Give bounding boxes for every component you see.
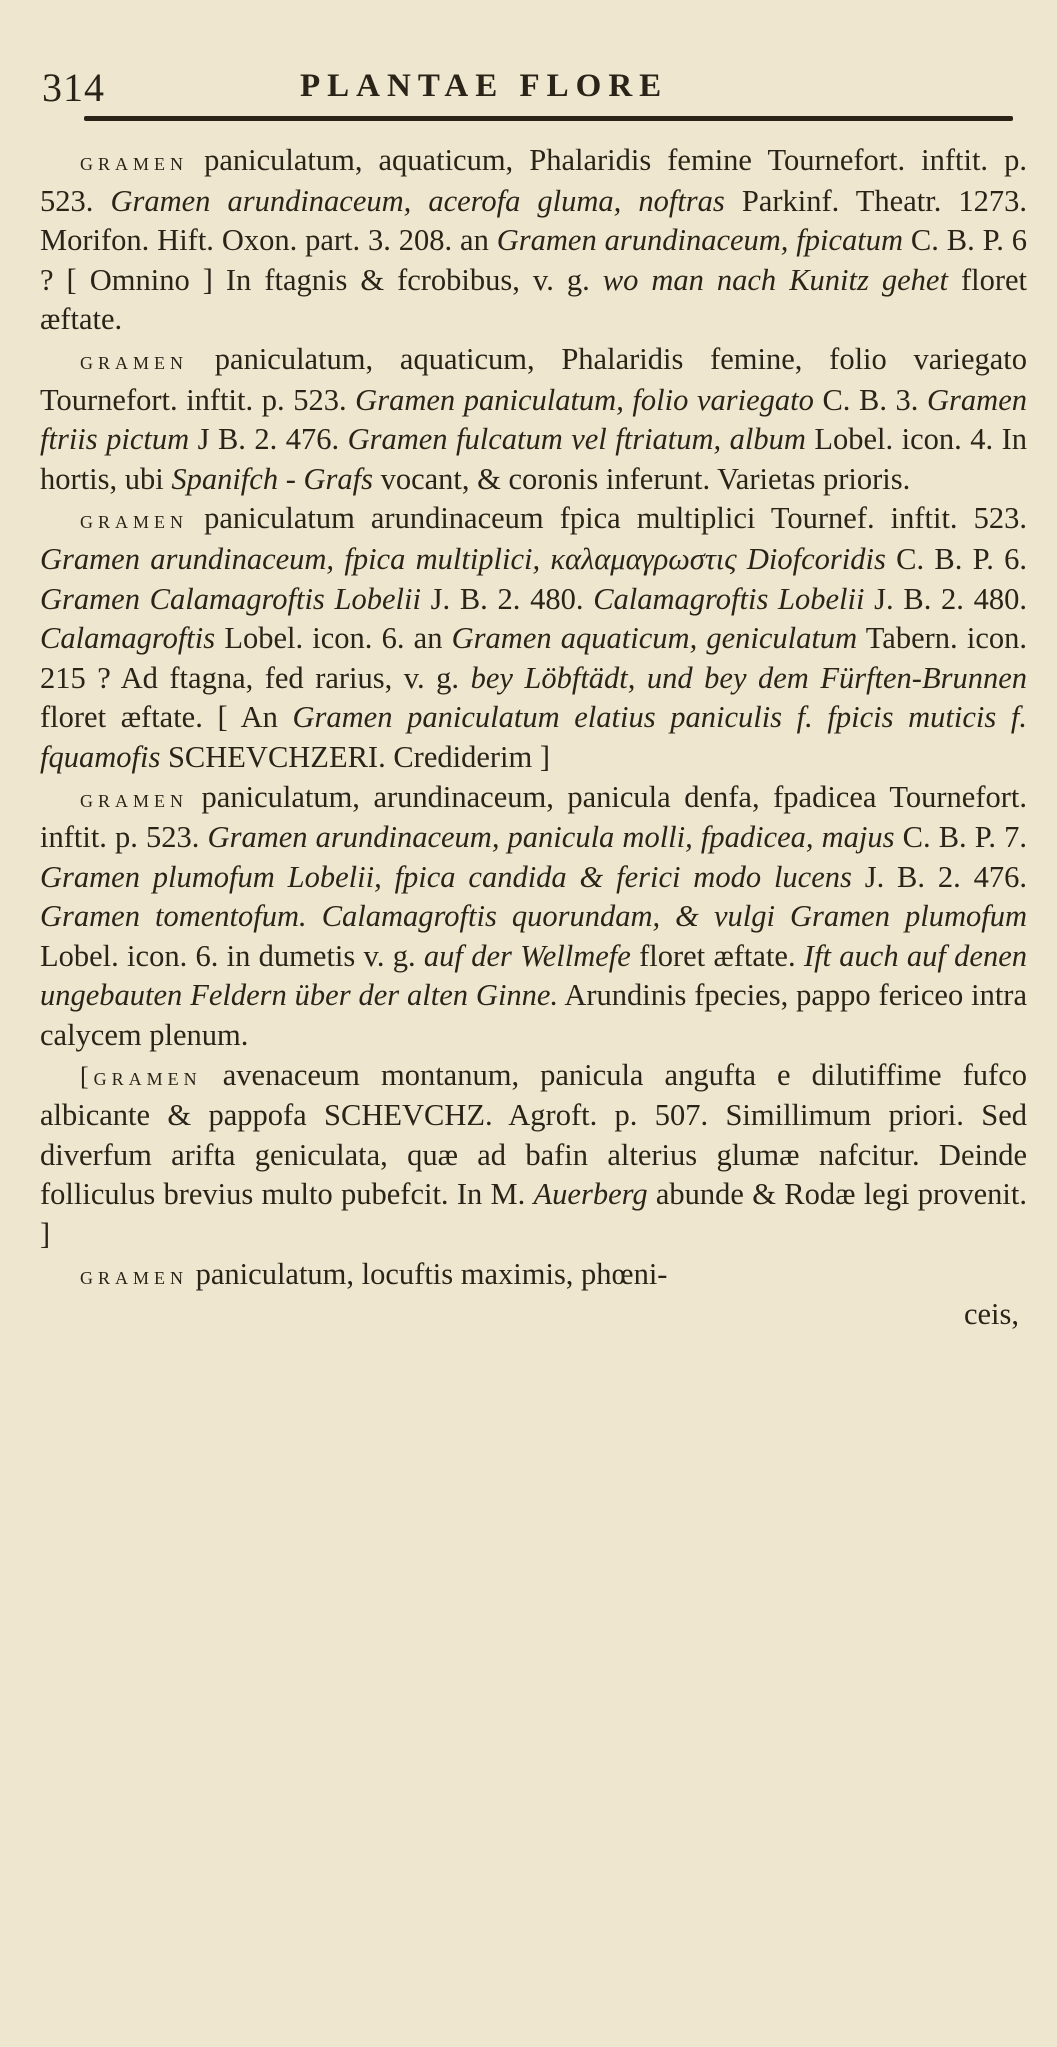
entry-italic: Gramen paniculatum, folio variegato — [355, 382, 814, 417]
header-rule — [84, 116, 1013, 121]
entry-head: gramen — [80, 147, 189, 176]
entry-italic: Gramen fulcatum vel ftriatum, album — [347, 422, 806, 457]
entry-italic: Gramen ftriis pictum — [40, 382, 1027, 457]
running-title: PLANTAE FLORE — [300, 68, 669, 104]
entry-text: J B. 2. 476. — [189, 422, 348, 457]
entry-text: C. B. 3. — [813, 382, 928, 417]
entry-italic: Gramen arundinaceum, fpica multiplici, καλαμαγρωστις Diofcoridis — [40, 541, 886, 576]
entry-text: SCHEVCHZERI. Crediderim ] — [160, 739, 551, 774]
entry-text: paniculatum, aquaticum, Phalaridis femine, folio variegato Tournefort. inftit. p. 523. — [40, 341, 1027, 417]
entry-text: Lobel. icon. 6. in dumetis v. g. — [40, 938, 424, 973]
entry-text: paniculatum, aquaticum, Phalaridis femine Tournefort. inftit. p. 523. — [40, 143, 1027, 218]
entry-text: floret æftate. — [40, 262, 1027, 337]
page-header — [40, 58, 1027, 116]
entry-italic: Gramen tomentofum. Calamagroftis quorundam, & vulgi Gramen plumofum — [40, 899, 1027, 934]
entry-text: abunde & Rodæ legi provenit. ] — [40, 1177, 1027, 1252]
entry-5 — [40, 1056, 1027, 1255]
entry-1 — [40, 141, 1027, 340]
entry-text: C. B. P. 6. — [885, 541, 1027, 576]
entry-head: gramen — [80, 345, 189, 375]
entry-italic: Gramen arundinaceum, acerofa gluma, noftras — [110, 183, 725, 218]
entry-italic: Gramen paniculatum elatius paniculis f. fpicis muticis f. fquamofis — [40, 700, 1027, 774]
entry-italic: Gramen arundinaceum, panicula molli, fpadicea, majus — [207, 820, 895, 855]
entry-text: Lobel. icon. 6. an — [215, 621, 452, 656]
entry-italic: wo man nach Kunitz gehet — [602, 262, 948, 297]
entry-text: Tabern. icon. 215 ? Ad ftagna, fed rarius, v. g. — [40, 621, 1027, 695]
entry-italic: Gramen Calamagroftis Lobelii — [40, 581, 421, 616]
entry-text: C. B. P. 7. — [894, 820, 1027, 855]
entry-italic: bey Löbftädt, und bey dem Fürften-Brunnen — [470, 660, 1027, 695]
entry-text: C. B. P. 6 ? [ Omnino ] In ftagnis & fcrobibus, v. g. — [40, 223, 1027, 297]
entry-head: gramen — [80, 1260, 189, 1290]
entry-6 — [40, 1255, 1027, 1296]
entry-text: paniculatum arundinaceum fpica multiplici Tournef. inftit. 523. — [188, 501, 1027, 536]
entry-italic: Ift auch auf denen ungebauten Feldern über der alten Ginne. — [40, 938, 1027, 1013]
entry-italic: auf der Wellmefe — [423, 938, 631, 973]
entry-text: Arundinis fpecies, pappo fericeo intra calycem plenum. — [40, 978, 1028, 1053]
page-number: 314 — [42, 65, 105, 110]
entry-text: Parkinf. Theatr. 1273. Morifon. Hift. Oxon. part. 3. 208. an — [40, 183, 1028, 258]
entry-4 — [40, 778, 1027, 1056]
entry-text: J. B. 2. 480. — [420, 581, 594, 616]
entry-italic: Gramen arundinaceum, fpicatum — [496, 223, 904, 258]
entry-text: paniculatum, locuftis maximis, phœni- — [188, 1256, 668, 1291]
entry-head: gramen — [80, 505, 189, 535]
entry-italic: Calamagroftis Lobelii — [593, 581, 865, 616]
entry-text: paniculatum, arundinaceum, panicula denfa, fpadicea Tournefort. inftit. p. 523. — [40, 779, 1027, 855]
entry-text: avenaceum montanum, panicula angufta e dilutiffime fufco albicante & pappofa SCHEVCHZ. Agroft. p. 507. Simillimum priori. Sed diverfum arifta geniculata, quæ ad bafin alterius glumæ nafcitur. Deinde folliculus brevius multo pubefcit. In M. — [40, 1057, 1027, 1212]
entry-text: vocant, & coronis inferunt. Varietas prioris. — [372, 461, 911, 496]
entry-text: Lobel. icon. 4. In hortis, ubi — [40, 422, 1027, 496]
entry-italic: Auerberg — [533, 1177, 648, 1212]
entry-italic: Calamagroftis — [40, 621, 216, 656]
entry-head: gramen — [80, 783, 189, 813]
entry-italic: Gramen aquaticum, geniculatum — [451, 621, 858, 656]
entry-text: floret æftate. — [630, 938, 804, 973]
entry-head: [gramen — [80, 1061, 202, 1091]
entry-text: J. B. 2. 480. — [864, 581, 1027, 616]
entry-text: floret æftate. [ An — [40, 700, 293, 735]
entry-3 — [40, 499, 1027, 777]
entry-italic: Gramen plumofum Lobelii, fpica candida & ferici modo lucens — [40, 859, 852, 894]
entry-2 — [40, 340, 1027, 499]
catchword: ceis, — [963, 1297, 1019, 1332]
entry-italic: Spanifch - Grafs — [171, 461, 373, 496]
entry-text: J. B. 2. 476. — [851, 859, 1027, 894]
